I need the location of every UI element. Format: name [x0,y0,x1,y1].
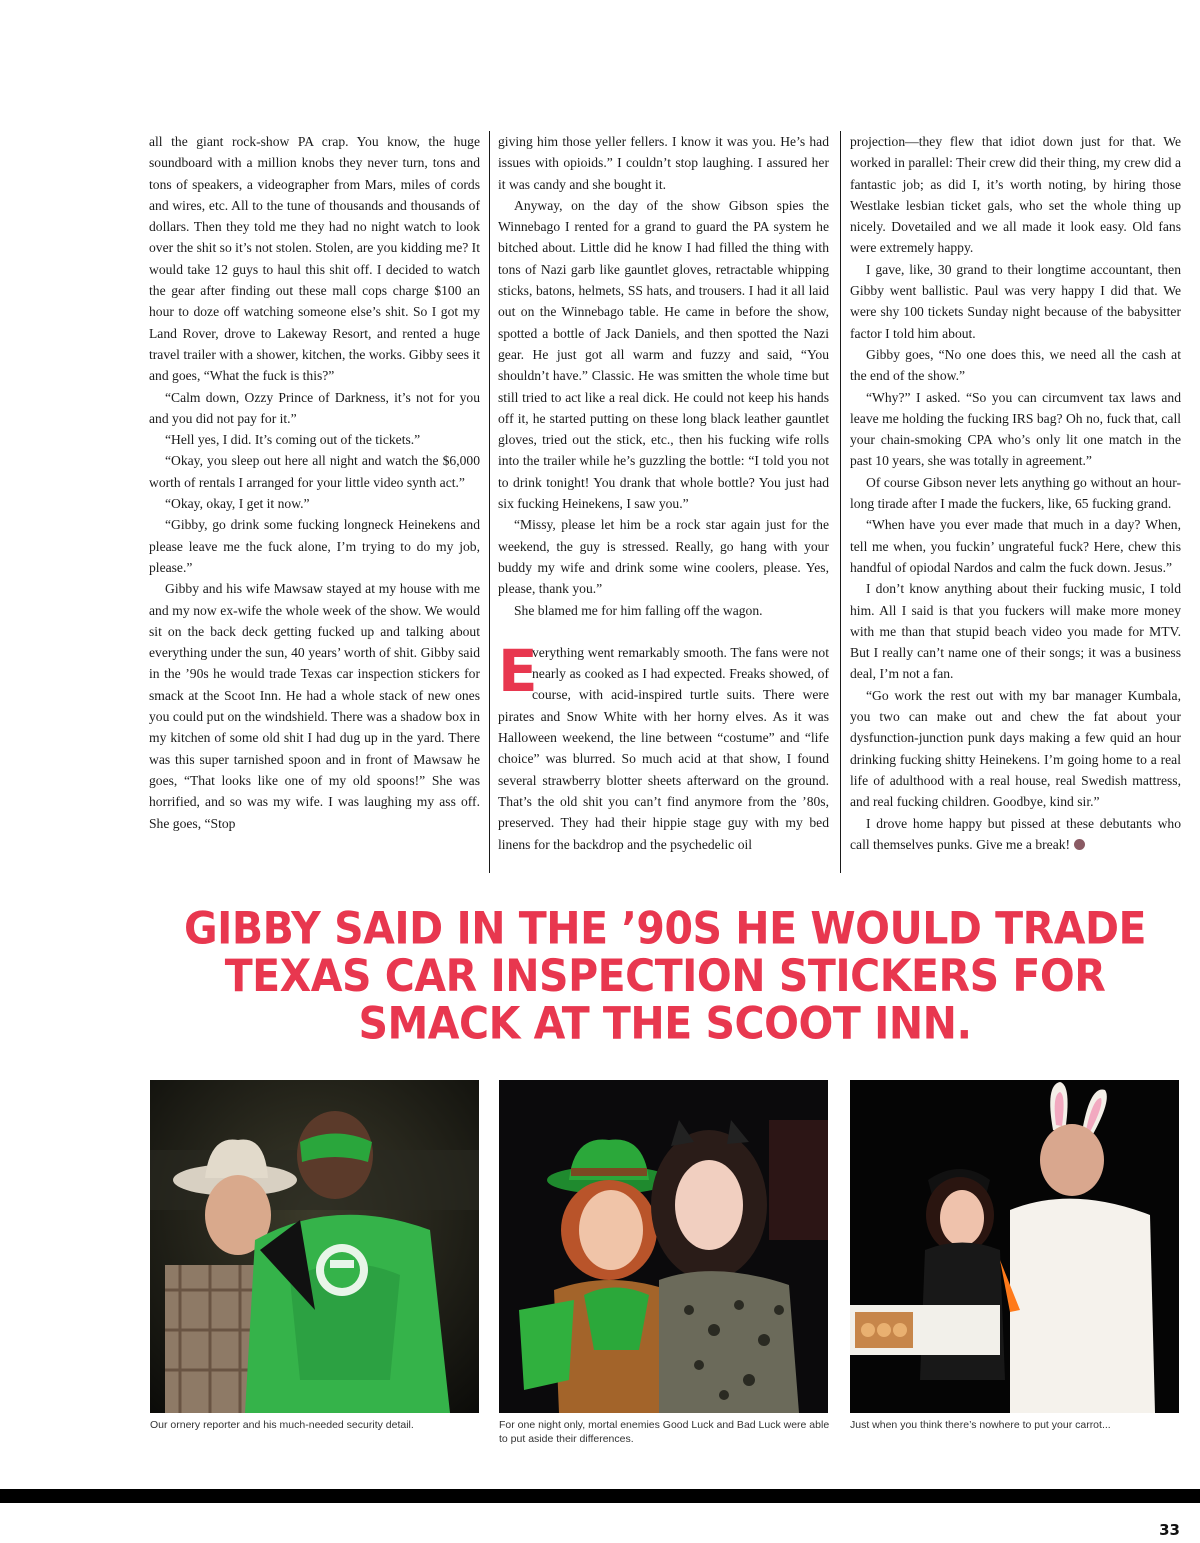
paragraph: Of course Gibson never lets anything go without an hour-long tirade after I made the fuckers, like, 65 fucking grand. [850,474,1181,512]
paragraph [850,813,1181,856]
photo-caption: For one night only, mortal enemies Good Luck and Bad Luck were able to put aside their differences. [499,1419,830,1445]
article-column-2 [498,131,829,855]
section-text: verything went remarkably smooth. The fans were not nearly as cooked as I had expected. Freaks showed, of course, with acid-inspired turtle suits. There were pirates and Snow White with her horny elves. As it was Halloween weekend, the line between “costume” and “life choice” was blurred. So much acid at that show, I found several strawberry blotter sheets afterward on the ground. That’s the old shit you can’t find anymore from the ’80s, preserved. They had their hippie stage guy with my bed linens for the backdrop and the psychedelic oil [498,644,829,852]
paragraph: “Calm down, Ozzy Prince of Darkness, it’s not for you and you did not pay for it.” [149,389,480,426]
paragraph: “Missy, please let him be a rock star again just for the weekend, the guy is stressed. Really, go hang with your buddy my wife and drink some wine coolers, please. Yes, please, thank you.” [498,517,829,597]
article-column-1 [149,131,480,834]
paragraph: I gave, like, 30 grand to their longtime accountant, then Gibby went ballistic. Paul was very happy I did that. We were shy 100 tickets Sunday night because of the babysitter factor I told him about. [850,261,1181,341]
photo-1-illustration [150,1080,479,1413]
end-mark-icon [1074,839,1085,850]
paragraph: I don’t know anything about their fucking music, I told him. All I said is that you fuckers will make more money with me than that stupid beach video you made for MTV. But I really can’t name one of their songs; it was a business deal, I’m not a fan. [850,581,1181,682]
paragraph: “Gibby, go drink some fucking longneck Heinekens and please leave me the fuck alone, I’m trying to do my job, please.” [149,517,480,575]
photo-2-illustration [499,1080,828,1413]
photo-3-illustration [850,1080,1179,1413]
paragraph: all the giant rock-show PA crap. You know, the huge soundboard with a million knobs they never turn, tons and tons of speakers, a videographer from Mars, miles of cords and wires, etc. All to the tune of thousands and thousands of dollars. Then they told me they had no night watch to look over the shit so it’s not stolen. Stolen, are you kidding me? It would take 12 guys to haul this shit off. I decided to watch the gear after finding out these mall cops charge $100 an hour to doze off watching someone else’s shit. So I got my Land Rover, drove to Lakeway Resort, and rented a huge travel trailer with a shower, kitchen, the works. Gibby sees it and goes, “What the fuck is this?” [149,134,480,384]
closing-text: I drove home happy but pissed at these debutants who call themselves punks. Give me a break! [850,815,1181,852]
page-number: 33 [1159,1521,1180,1539]
photo-caption: Our ornery reporter and his much-needed security detail. [150,1419,414,1431]
paragraph: “Hell yes, I did. It’s coming out of the tickets.” [165,432,421,448]
paragraph: “Okay, okay, I get it now.” [165,496,310,512]
paragraph: “Go work the rest out with my bar manager Kumbala, you two can make out and chew the fat about your dysfunction-junction punk days making a few quid an hour drinking fucking shitty Heinekens. I’m going home to a real life of adulthood with a real house, real Swedish mattress, and real fucking children. Goodbye, kind sir.” [850,687,1181,810]
footer-bar [0,1489,1200,1503]
paragraph: She blamed me for him falling off the wagon. [514,602,763,618]
photo-bunny-and-carrot [850,1080,1179,1413]
paragraph: Gibby and his wife Mawsaw stayed at my house with me and my now ex-wife the whole week of the show. We would sit on the back deck getting fucked up and talking about everything under the sun, 40 years’ worth of shit. Gibby said in the ’90s he would trade Texas car inspection stickers for smack at the Scoot Inn. He had a whole stack of new ones you could put on the windshield. There was a shadow box in my kitchen of some old shit I had dug up in the yard. There was this super tarnished spoon and in front of Mawsaw he goes, “That looks like one of my old spoons!” She was horrified, and so was my wife. I was laughing my ass off. She goes, “Stop [149,581,480,831]
column-divider [489,131,490,873]
paragraph: giving him those yeller fellers. I know it was you. He’s had issues with opioids.” I couldn’t stop laughing. I assured her it was candy and she bought it. [498,134,829,192]
paragraph: Gibby goes, “No one does this, we need all the cash at the end of the show.” [850,346,1181,384]
pull-quote: GIBBY SAID IN THE ’90S HE WOULD TRADE TEXAS CAR INSPECTION STICKERS FOR SMACK AT THE SCOOT INN. [184,902,1146,1050]
photo-caption: Just when you think there’s nowhere to put your carrot... [850,1419,1111,1431]
photo-reporter-and-security [150,1080,479,1413]
paragraph: “When have you ever made that much in a day? When, tell me when, you fuckin’ ungrateful fuck? Here, chew this handful of opiodal Nardos and calm the fuck down. Jesus.” [850,517,1181,575]
column-divider [840,131,841,873]
article-column-3 [850,131,1181,855]
photo-good-luck-bad-luck [499,1080,828,1413]
paragraph: Anyway, on the day of the show Gibson spies the Winnebago I rented for a grand to guard the PA system he bitched about. Little did he know I had filled the thing with tons of Nazi garb like gauntlet gloves, retractable whipping sticks, batons, helmets, SS hats, and trousers. I had it all laid out on the Winnebago table. He came in before the show, spotted a bottle of Jack Daniels, and then spotted the Nazi gear. He just got all warm and fuzzy and said, “You shouldn’t have.” Classic. He was smitten the whole time but still tried to act like a real dick. He could not keep his hands off it, he started putting on these long black leather gauntlet gloves, tried out the stick, etc., then his fucking wife rolls into the trailer while he’s guzzling the bottle: “I told you not to drink tonight! You drank that whole bottle? You just had six fucking Heinekens, I saw you.” [498,197,829,512]
section-paragraph [498,636,829,855]
paragraph: “Okay, you sleep out here all night and watch the $6,000 worth of rentals I arranged for your little video synth act.” [149,453,480,490]
drop-cap: E [498,636,538,705]
paragraph: “Why?” I asked. “So you can circumvent tax laws and leave me holding the fucking IRS bag? Oh no, fuck that, call your chain-smoking CPA who’s only lit one match in the past 10 years, she was totally in agreement.” [850,389,1181,469]
paragraph: projection—they flew that idiot down just for that. We worked in parallel: Their crew did their thing, my crew did a fantastic job; as did I, it’s worth noting, by hiring those Westlake lesbian ticket gals, who set the whole thing up nicely. Dovetailed and we all made it look easy. Old fans were extremely happy. [850,134,1181,256]
